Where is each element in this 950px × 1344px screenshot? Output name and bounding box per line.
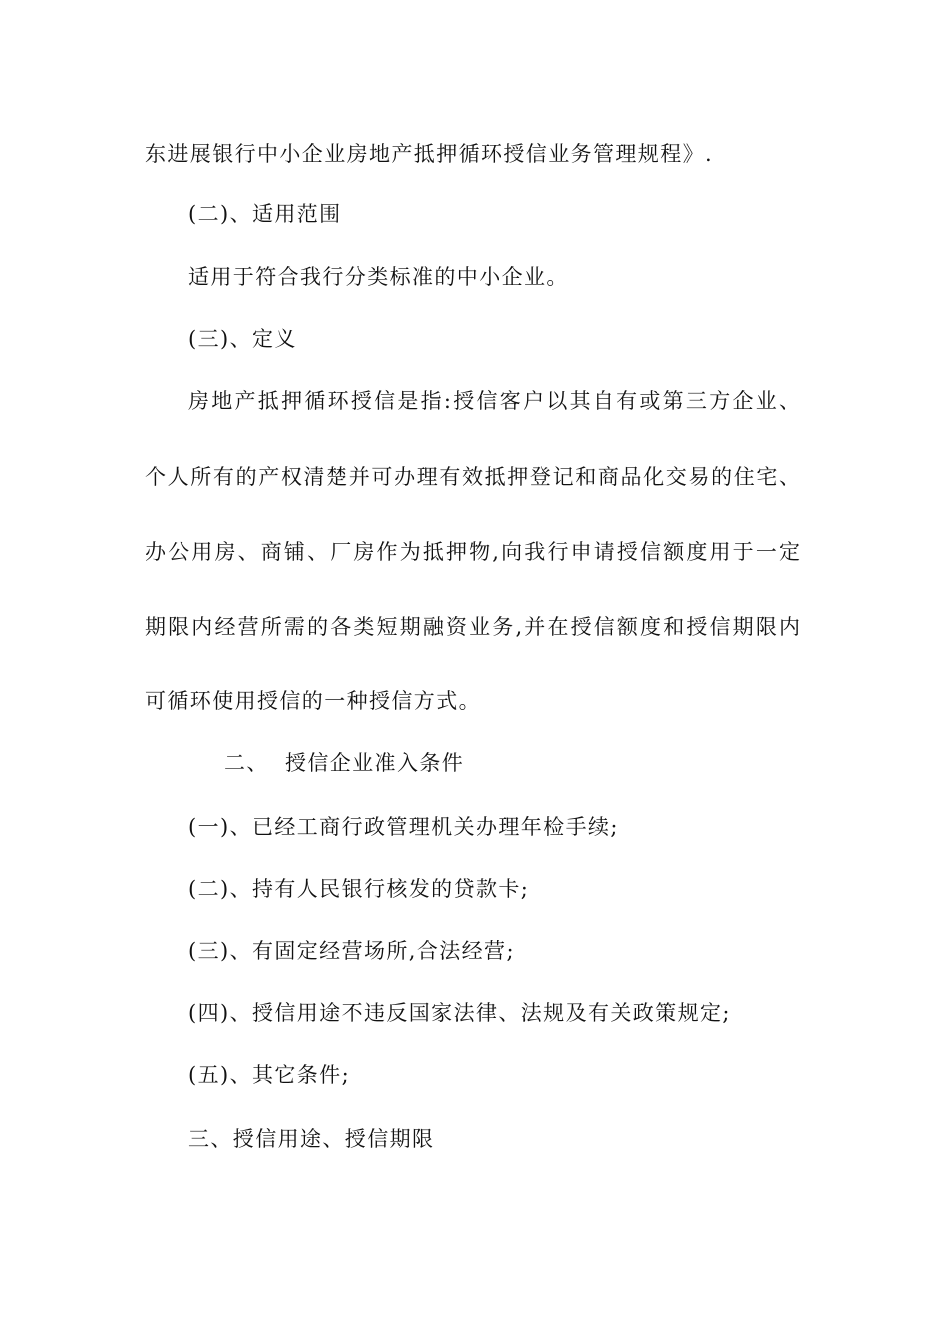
list-item: (三)、有固定经营场所,合法经营; <box>188 939 515 963</box>
section-heading-scope: (二)、适用范围 <box>188 202 342 226</box>
paragraph-line: 东进展银行中小企业房地产抵押循环授信业务管理规程》. <box>145 142 714 166</box>
list-item: (一)、已经工商行政管理机关办理年检手续; <box>188 815 619 839</box>
section-heading-entry-conditions: 二、 授信企业准入条件 <box>224 751 465 775</box>
section-heading-usage-term: 三、授信用途、授信期限 <box>188 1127 435 1151</box>
section-heading-definition: (三)、定义 <box>188 327 297 351</box>
paragraph-line: 可循环使用授信的一种授信方式。 <box>145 689 481 713</box>
list-item: (四)、授信用途不违反国家法律、法规及有关政策规定; <box>188 1001 731 1025</box>
list-item: (五)、其它条件; <box>188 1063 351 1087</box>
paragraph-line: 期限内经营所需的各类短期融资业务,并在授信额度和授信期限内 <box>145 615 800 639</box>
paragraph-line: 房地产抵押循环授信是指:授信客户以其自有或第三方企业、 <box>188 389 800 413</box>
list-item: (二)、持有人民银行核发的贷款卡; <box>188 877 530 901</box>
paragraph-line: 个人所有的产权清楚并可办理有效抵押登记和商品化交易的住宅、 <box>145 465 800 489</box>
paragraph-line: 办公用房、商铺、厂房作为抵押物,向我行申请授信额度用于一定 <box>145 540 800 564</box>
paragraph-line: 适用于符合我行分类标准的中小企业。 <box>188 265 569 289</box>
